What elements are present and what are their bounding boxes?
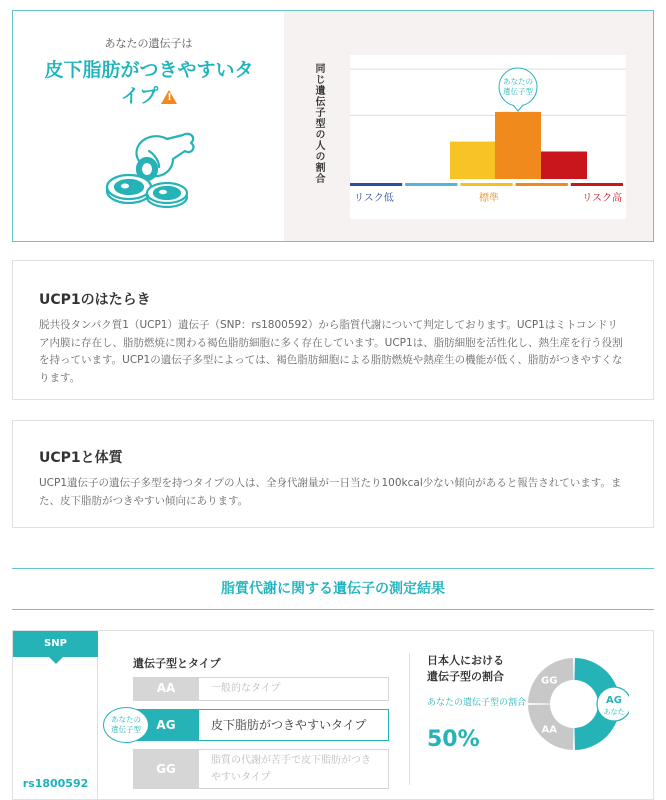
your-genotype-bubble — [103, 707, 149, 743]
chart-area — [350, 55, 626, 219]
donut-sublabel: あなた — [603, 708, 625, 716]
risk-bar-chart — [350, 55, 626, 219]
ucp1-body-title: UCP1と体質 — [39, 450, 123, 466]
genotype-code: GG — [133, 749, 199, 789]
chart-y-axis-label: 同じ遺伝子型の人の割合 — [313, 63, 324, 184]
genotype-desc: 皮下脂肪がつきやすいタイプ — [199, 709, 389, 741]
genotype-title: 遺伝子型とタイプ — [133, 657, 221, 670]
genotype-desc: 脂質の代謝が苦手で皮下脂肪がつきやすいタイプ — [199, 749, 389, 789]
snp-result-card — [12, 630, 654, 800]
jp-ratio-title-line1: 日本人における — [427, 654, 504, 667]
you-marker-pointer — [513, 105, 523, 111]
genotype-code: AG — [133, 709, 199, 741]
risk-scale-segment — [516, 183, 568, 186]
result-subtitle: あなたの遺伝子は — [104, 37, 193, 50]
risk-label-low: リスク低 — [354, 193, 394, 204]
result-type-line1: 皮下脂肪がつきやすいタ — [44, 59, 254, 81]
jp-ratio-subtitle: あなたの遺伝子型の割合 — [427, 698, 527, 708]
risk-scale-segment — [405, 183, 457, 186]
you-marker-line2: 遺伝子型 — [503, 87, 533, 96]
risk-scale-segment — [571, 183, 623, 186]
donut-label-aa: AA — [541, 724, 557, 736]
ucp1-function-title: UCP1のはたらき — [39, 292, 151, 308]
risk-scale-segment — [350, 183, 402, 186]
risk-label-high: リスク高 — [582, 193, 622, 204]
donut-label-gg: GG — [541, 675, 558, 687]
result-card — [12, 10, 654, 242]
chart-bar — [450, 142, 496, 179]
result-type-line2: イプ — [120, 85, 159, 107]
divider — [409, 653, 410, 785]
genotype-code: AA — [133, 677, 199, 701]
snp-id: rs1800592 — [22, 777, 89, 790]
chart-bar — [495, 112, 541, 179]
chart-bar — [541, 152, 587, 180]
you-marker-line1: あなたの — [503, 77, 533, 86]
ucp1-body-text: UCP1遺伝子の遺伝子多型を持つタイプの人は、全身代謝量が一日当たり100kcal少ない傾向があると報告されています。また、皮下脂肪がつきやすい傾向にあります。 — [39, 477, 622, 507]
meat-icon — [103, 127, 199, 211]
snp-sidebar — [13, 631, 98, 800]
jp-ratio-title-line2: 遺伝子型の割合 — [427, 670, 504, 683]
donut-label-ag: AG — [606, 695, 622, 706]
bubble-line2: 遺伝子型 — [111, 725, 141, 734]
genotype-row-gg — [133, 749, 389, 789]
warning-icon: ! — [161, 90, 177, 104]
risk-chart-panel — [284, 11, 653, 241]
section-title: 脂質代謝に関する遺伝子の測定結果 — [12, 568, 654, 610]
risk-scale-segment — [460, 183, 512, 186]
risk-label-mid: 標準 — [479, 193, 499, 204]
genotype-row-aa — [133, 677, 389, 701]
ucp1-function-card — [12, 260, 654, 400]
bubble-line1: あなたの — [111, 715, 141, 724]
genotype-row-ag — [133, 709, 389, 741]
ucp1-function-body: 脱共役タンパク質1（UCP1）遺伝子（SNP：rs1800592）から脂質代謝について判定しております。UCP1はミトコンドリア内膜に存在し、脂肪燃焼に関わる褐色脂肪細胞に多く存在しています。UCP1は、脂肪細胞を活性化し、熱生産を行う役割を持っています。UCP1の遺伝子多型によっては、褐色脂肪細胞による脂肪燃焼や熱産生の機能が低く、脂肪がつきやすくなります。 — [39, 319, 623, 384]
ucp1-body-card — [12, 420, 654, 528]
result-summary — [13, 11, 284, 241]
snp-tab: SNP — [13, 631, 98, 657]
jp-ratio-percent: 50% — [427, 727, 480, 752]
genotype-donut-chart — [519, 649, 629, 759]
result-type-title — [27, 57, 271, 109]
genotype-desc: 一般的なタイプ — [199, 677, 389, 701]
